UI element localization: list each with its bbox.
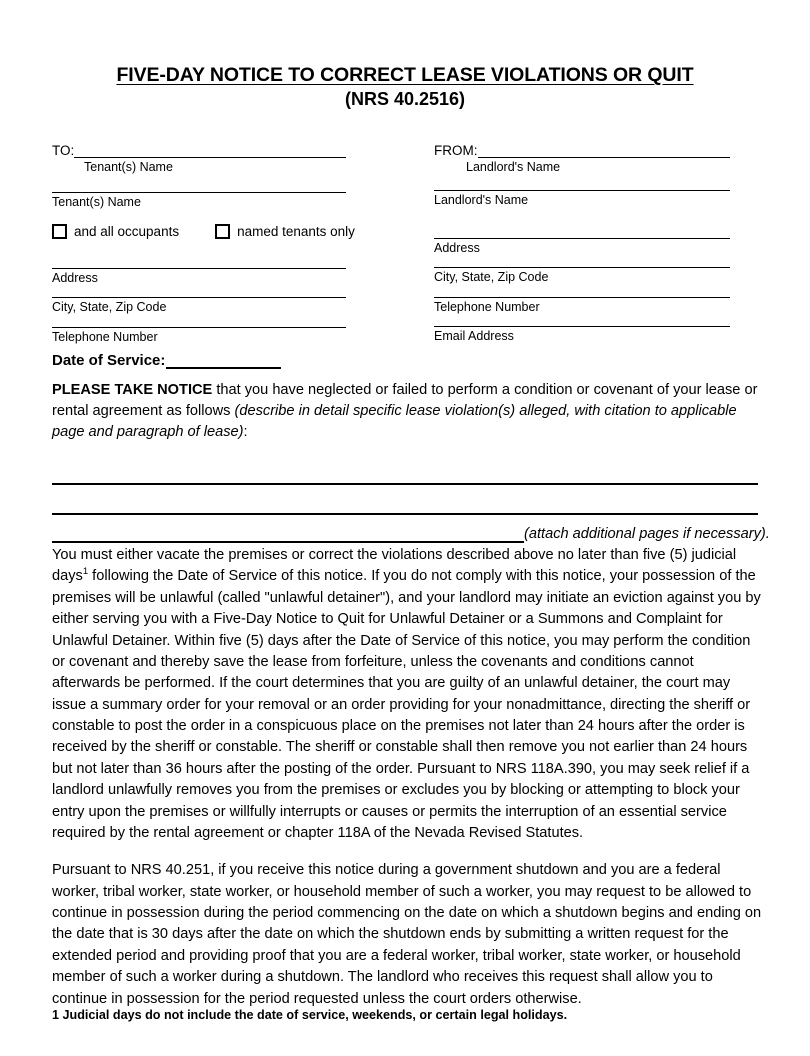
landlord-city-state-zip-field[interactable] <box>434 267 730 284</box>
landlord-telephone-caption: Telephone Number <box>434 299 540 314</box>
tenant-telephone-field[interactable] <box>52 327 346 344</box>
to-label: TO: <box>52 142 75 158</box>
footnote-marker: 1 <box>82 566 89 578</box>
attach-pages-note: (attach additional pages if necessary). <box>524 526 770 543</box>
date-of-service-row <box>52 352 281 369</box>
tenant-city-state-zip-caption: City, State, Zip Code <box>52 300 167 315</box>
landlord-address-field[interactable] <box>434 238 730 255</box>
checkbox-all-occupants-label: and all occupants <box>74 224 180 240</box>
from-label: FROM: <box>434 142 478 158</box>
notice-instruction-italic: (describe in detail specific lease violation(s) alleged, with citation to applicable page and paragraph of lease) <box>52 403 737 441</box>
violation-line-3[interactable] <box>52 519 524 543</box>
checkbox-named-tenants-only-label: named tenants only <box>237 224 355 240</box>
landlord-email-caption: Email Address <box>434 328 514 343</box>
sender-column <box>434 140 730 343</box>
to-caption: Tenant(s) Name <box>84 160 173 174</box>
checkbox-named-tenants-only[interactable] <box>215 224 230 239</box>
landlord-email-field[interactable] <box>434 326 730 343</box>
from-field-row[interactable] <box>434 140 730 158</box>
landlord-name-field[interactable] <box>434 190 730 207</box>
from-caption: Landlord's Name <box>466 160 561 174</box>
violation-line-2[interactable] <box>52 485 758 515</box>
body-paragraph-2: Pursuant to NRS 40.251, if you receive this notice during a government shutdown and you are a federal worker, tribal worker, state worker, or household member of such a worker, you may request to be allowed to continue in possession during the period commencing on the date on which a shutdown begins and ending on the date that is 30 days after the date on which the shutdown ends by submitting a written request for the extended period and providing proof that you are a federal worker, tribal worker, state worker, or household member of such a worker during a shutdown. The landlord who receives this request shall allow you to continue in possession for the period requested unless the court orders otherwise. <box>52 862 762 1007</box>
checkbox-all-occupants[interactable] <box>52 224 67 239</box>
notice-colon: : <box>243 424 248 441</box>
body-p1-part-a: You must either vacate the premises or correct the violations described above no later than five (5) judicial days <box>52 547 737 585</box>
body-text <box>52 545 762 1026</box>
body-p1-part-b: following the Date of Service of this notice. If you do not comply with this notice, your possession of the premises will be unlawful (called "unlawful detainer"), and your landlord may initiate an eviction against you by either serving you with a Five-Day Notice to Quit for Unlawful Detainer or a Summons and Complaint for Unlawful Detainer. Within five (5) days after the Date of Service of this notice, you may perform the condition or covenant and thereby save the lease from forfeiture, unless the covenants and conditions cannot afterwards be performed. If the court determines that you are guilty of an unlawful detainer, the court may issue a summary order for your removal or an order providing for your nonadmittance, directing the sheriff or constable to post the order in a conspicuous place on the premises not later than 24 hours after the order is received by the sheriff or constable. The sheriff or constable shall then remove you not earlier than 24 hours but not later than 36 hours after the posting of the order. Pursuant to NRS 118A.390, you may seek relief if a landlord unlawfully removes you from the premises or excludes you by blocking or attempting to block your entry upon the premises or willfully interrupts or causes or permits the interruption of an essential service required by the rental agreement or chapter 118A of the Nevada Revised Statutes. <box>52 568 761 841</box>
to-field-row[interactable] <box>52 140 346 158</box>
title-block <box>0 64 810 110</box>
footnote: 1 Judicial days do not include the date of service, weekends, or certain legal holidays. <box>52 1008 568 1022</box>
to-input-rule[interactable] <box>74 144 346 158</box>
date-of-service-input[interactable] <box>166 353 281 369</box>
please-take-notice-lead: PLEASE TAKE NOTICE <box>52 382 213 398</box>
occupant-scope-checkboxes <box>52 222 355 242</box>
tenant-address-field[interactable] <box>52 268 346 285</box>
document-title: FIVE-DAY NOTICE TO CORRECT LEASE VIOLATIONS OR QUIT <box>116 64 694 86</box>
tenant-name-field[interactable] <box>52 192 346 209</box>
please-take-notice-paragraph <box>52 380 758 443</box>
date-of-service-label: Date of Service: <box>52 352 166 369</box>
violation-line-1[interactable] <box>52 455 758 485</box>
tenant-city-state-zip-field[interactable] <box>52 297 346 314</box>
recipient-column <box>52 140 355 344</box>
notice-plain-text: that you have neglected or failed to perform a condition or covenant of your lease or rental agreement as follows <box>52 382 758 420</box>
tenant-telephone-caption: Telephone Number <box>52 329 158 344</box>
violation-description-lines <box>52 455 770 543</box>
landlord-city-state-zip-caption: City, State, Zip Code <box>434 270 549 285</box>
landlord-address-caption: Address <box>434 240 480 255</box>
tenant-name-caption: Tenant(s) Name <box>52 195 141 210</box>
document-subtitle: (NRS 40.2516) <box>344 89 466 110</box>
landlord-telephone-field[interactable] <box>434 297 730 314</box>
landlord-name-caption: Landlord's Name <box>434 193 529 208</box>
body-paragraph-1 <box>52 545 762 844</box>
tenant-address-caption: Address <box>52 270 98 285</box>
violation-line-3-row <box>52 515 770 543</box>
from-input-rule[interactable] <box>478 144 731 158</box>
